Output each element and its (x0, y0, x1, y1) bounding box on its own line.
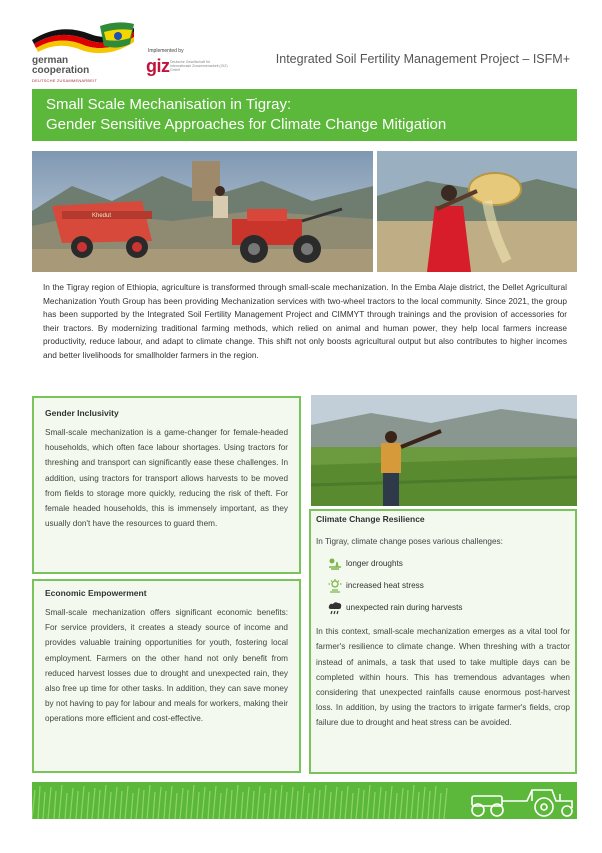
drought-icon (327, 557, 343, 571)
banner-title-line2: Gender Sensitive Approaches for Climate Change Mitigation (46, 116, 447, 133)
list-item (316, 598, 570, 618)
gender-inclusivity-text: Small-scale mechanization is a game-changer for female-headed households, which often face labour shortages. Using tractors for threshing and transport can significantly ease these challenges. In addition, using tractors for transport allows harvests to be moved from fields to storage more quickly, reducing the risk of theft. For female headed households, this is immensely important, as they usually don't have the resources to guard them. (45, 428, 288, 529)
climate-intro: In Tigray, climate change poses various challenges: (316, 537, 503, 546)
svg-text:Khedut: Khedut (92, 213, 112, 219)
challenge-label: unexpected rain during harvests (346, 603, 463, 613)
climate-resilience-box (309, 509, 577, 774)
climate-challenges-list (316, 554, 570, 618)
deutsche-zusammenarbeit-label: DEUTSCHE ZUSAMMENARBEIT (32, 78, 98, 83)
climate-resilience-text: In this context, small-scale mechanization emerges as a vital tool for farmer's resilience to climate change. When threshing with a tractor instead of animals, a task that used to take multiple days can be completed within hours. This has tremendous advantages when considering that unexpected rainfalls cause enormous post-harvest loss. In addition, by using the tractors to irrigate farmer's fields, crop failure due to drought and heat stress can be avoided. (316, 627, 570, 728)
tractor-icon (472, 790, 572, 816)
intro-paragraph: In the Tigray region of Ethiopia, agriculture is transformed through small-scale mechanization. In the Emba Alaje district, the Dellet Agricultural Mechanization Youth Group has been providing Mechanization services with two-wheel tractors to the local community. Since 2021, the group has been supported by the Integrated Soil Fertility Management Project and CIMMYT through trainings and the provision of accessories for their tractors. By modernizing traditional farming methods, which relied on animal and human power, they help local farmers increase productivity, reduce labour, and adapt to climate change. This shift not only boosts agricultural output but also contributes to higher incomes and better livelihoods for smallholder farmers in the region. (43, 282, 567, 360)
banner-title-line1: Small Scale Mechanisation in Tigray: (46, 96, 292, 113)
economic-empowerment-box (32, 579, 301, 773)
grass-decoration (32, 782, 577, 819)
winnowing-photo (377, 151, 577, 272)
climate-resilience-title: Climate Change Resilience (316, 514, 425, 524)
economic-empowerment-title: Economic Empowerment (45, 588, 147, 598)
tractor-photo (32, 151, 373, 272)
list-item (316, 576, 570, 596)
giz-full-name: Deutsche Gesellschaft für Internationale Zusammenarbeit (GIZ) GmbH (170, 60, 228, 72)
challenge-label: longer droughts (346, 559, 403, 569)
footer-band (32, 782, 577, 819)
giz-logo: giz (146, 56, 170, 76)
economic-empowerment-text: Small-scale mechanization offers significant economic benefits: For service providers, it creates a steady source of income and provides valuable training opportunities for youth, fostering local employment. Farmers on the other hand not only benefit from reduced harvest losses due to drought and unexpected rain, they also free up time for other tasks. In addition, they can save money by not having to pay for labour and meals for workers, making their operations more efficient and cost-effective. (45, 608, 288, 724)
gender-inclusivity-title: Gender Inclusivity (45, 408, 119, 418)
german-cooperation-flag-logo (30, 20, 140, 56)
list-item (316, 554, 570, 574)
challenge-label: increased heat stress (346, 581, 424, 591)
gender-inclusivity-box (32, 396, 301, 574)
farmer-field-photo (311, 395, 577, 506)
rain-cloud-icon (327, 601, 343, 615)
heat-stress-icon (327, 579, 343, 593)
logo-area (30, 20, 250, 82)
german-cooperation-label: german cooperation (32, 55, 90, 76)
project-title: Integrated Soil Fertility Management Project – ISFM+ (275, 52, 570, 66)
title-banner (32, 89, 577, 141)
implemented-by-label: Implemented by (148, 48, 184, 54)
